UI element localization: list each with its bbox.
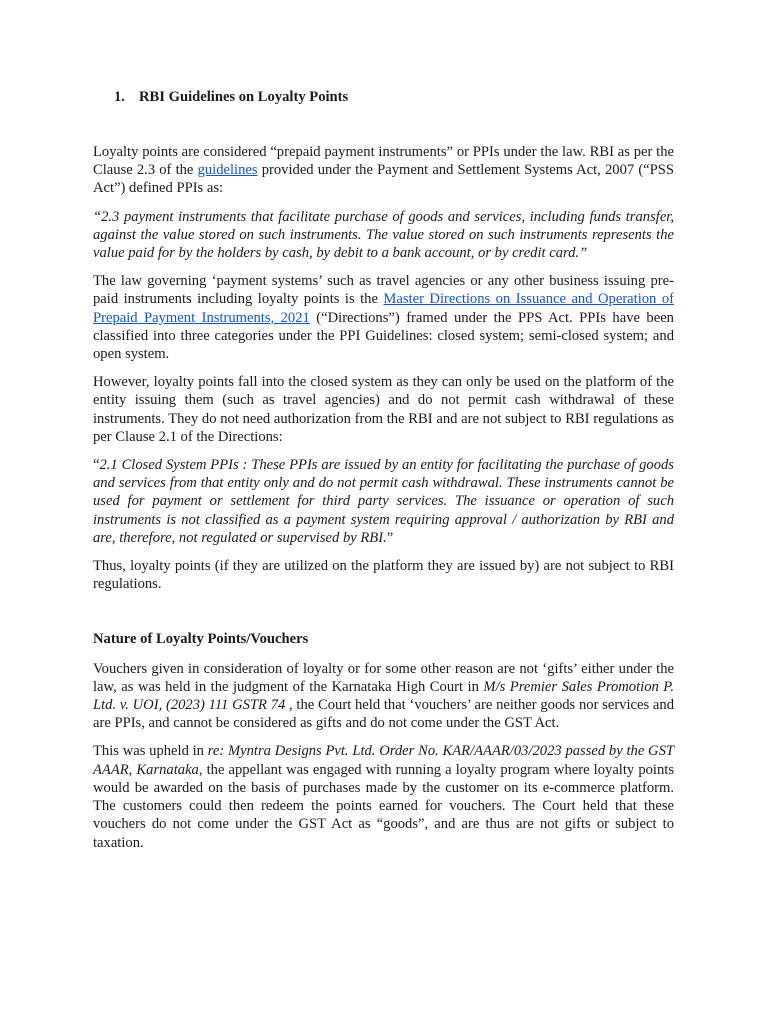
quote-clause-2-1 (93, 456, 674, 547)
paragraph-text: provided under the Payment and Settlement Systems Act, 2007 (“PSS Act”) defined PPIs as: (93, 162, 675, 197)
paragraph-text: Vouchers given in consideration of loyalty or for some other reason are not ‘gifts’ either under the law, as was held in the judgment of the Karnataka High Court in (93, 660, 674, 695)
paragraph-text: , the Court held that ‘vouchers’ are neither goods nor services and are PPIs, and cannot be considered as gifts and do not come under the GST Act. (93, 697, 674, 732)
master-directions-link[interactable]: Master Directions on Issuance and Operation of Prepaid Payment Instruments, 2021 (93, 291, 674, 326)
paragraph-rbi-conclusion: Thus, loyalty points (if they are utilized on the platform they are issued by) are not subject to RBI regulations. (93, 558, 674, 593)
quote-open-mark: “ (93, 457, 100, 474)
section-heading (93, 88, 674, 106)
quote-text: “2.3 payment instruments that facilitate purchase of goods and services, including funds transfer, against the value stored on such instruments. The value stored on such instruments represents the value paid for by the holders by cash, by debit to a bank account, or by credit card.” (93, 208, 674, 262)
quote-close-mark: ” (386, 529, 394, 546)
paragraph-text: , the appellant was engaged with running a loyalty program where loyalty points would be awarded on the basis of purchases made by the customer on its e-commerce platform. The customers could then redeem the points earned for vouchers. The Court held that these vouchers do not come under the GST Act as “goods”, and are thus are not gifts or subject to taxation. (93, 761, 674, 851)
quote-text: 2.1 Closed System PPIs : These PPIs are issued by an entity for facilitating the purchase of goods and services from that entity only and do not permit cash withdrawal. These instruments cannot be used for payment or settlement for third party services. The issuance or operation of such instruments is not classified as a payment system requiring approval / authorization by RBI and are, therefore, not regulated or supervised by RBI. (93, 457, 674, 546)
section-title: RBI Guidelines on Loyalty Points (139, 89, 349, 105)
document-page (93, 88, 674, 852)
case-citation: re: Myntra Designs Pvt. Ltd. Order No. KAR/AAAR/03/2023 passed by the GST AAAR, Karnataka (93, 743, 675, 778)
subheading-nature-of-loyalty-points: Nature of Loyalty Points/Vouchers (93, 631, 309, 648)
guidelines-link[interactable]: guidelines (197, 162, 258, 179)
paragraph-text: Loyalty points are considered “prepaid payment instruments” or PPIs under the law. RBI as per the Clause 2.3 of the (93, 144, 674, 179)
paragraph-text: The law governing ‘payment systems’ such as travel agencies or any other business issuing pre-paid instruments including loyalty points is the (93, 273, 674, 308)
section-number: 1. (114, 89, 125, 105)
quote-clause-2-3 (93, 208, 674, 263)
paragraph-text: (“Directions”) framed under the PPS Act. PPIs have been classified into three categories under the PPI Guidelines: closed system; semi-closed system; and open system. (93, 309, 674, 363)
paragraph-ppi-intro (93, 143, 674, 198)
paragraph-text: This was upheld in (93, 743, 208, 760)
paragraph-payment-systems (93, 272, 674, 363)
paragraph-vouchers-not-gifts (93, 660, 674, 733)
paragraph-myntra-order (93, 742, 674, 851)
paragraph-closed-system: However, loyalty points fall into the closed system as they can only be used on the platform of the entity issuing them (such as travel agencies) and do not permit cash withdrawal of these instruments. They do not need authorization from the RBI and are not subject to RBI regulations as per Clause 2.1 of the Directions: (93, 374, 674, 445)
case-citation: M/s Premier Sales Promotion P. Ltd. v. UOI, (2023) 111 GSTR 74 (93, 678, 674, 714)
